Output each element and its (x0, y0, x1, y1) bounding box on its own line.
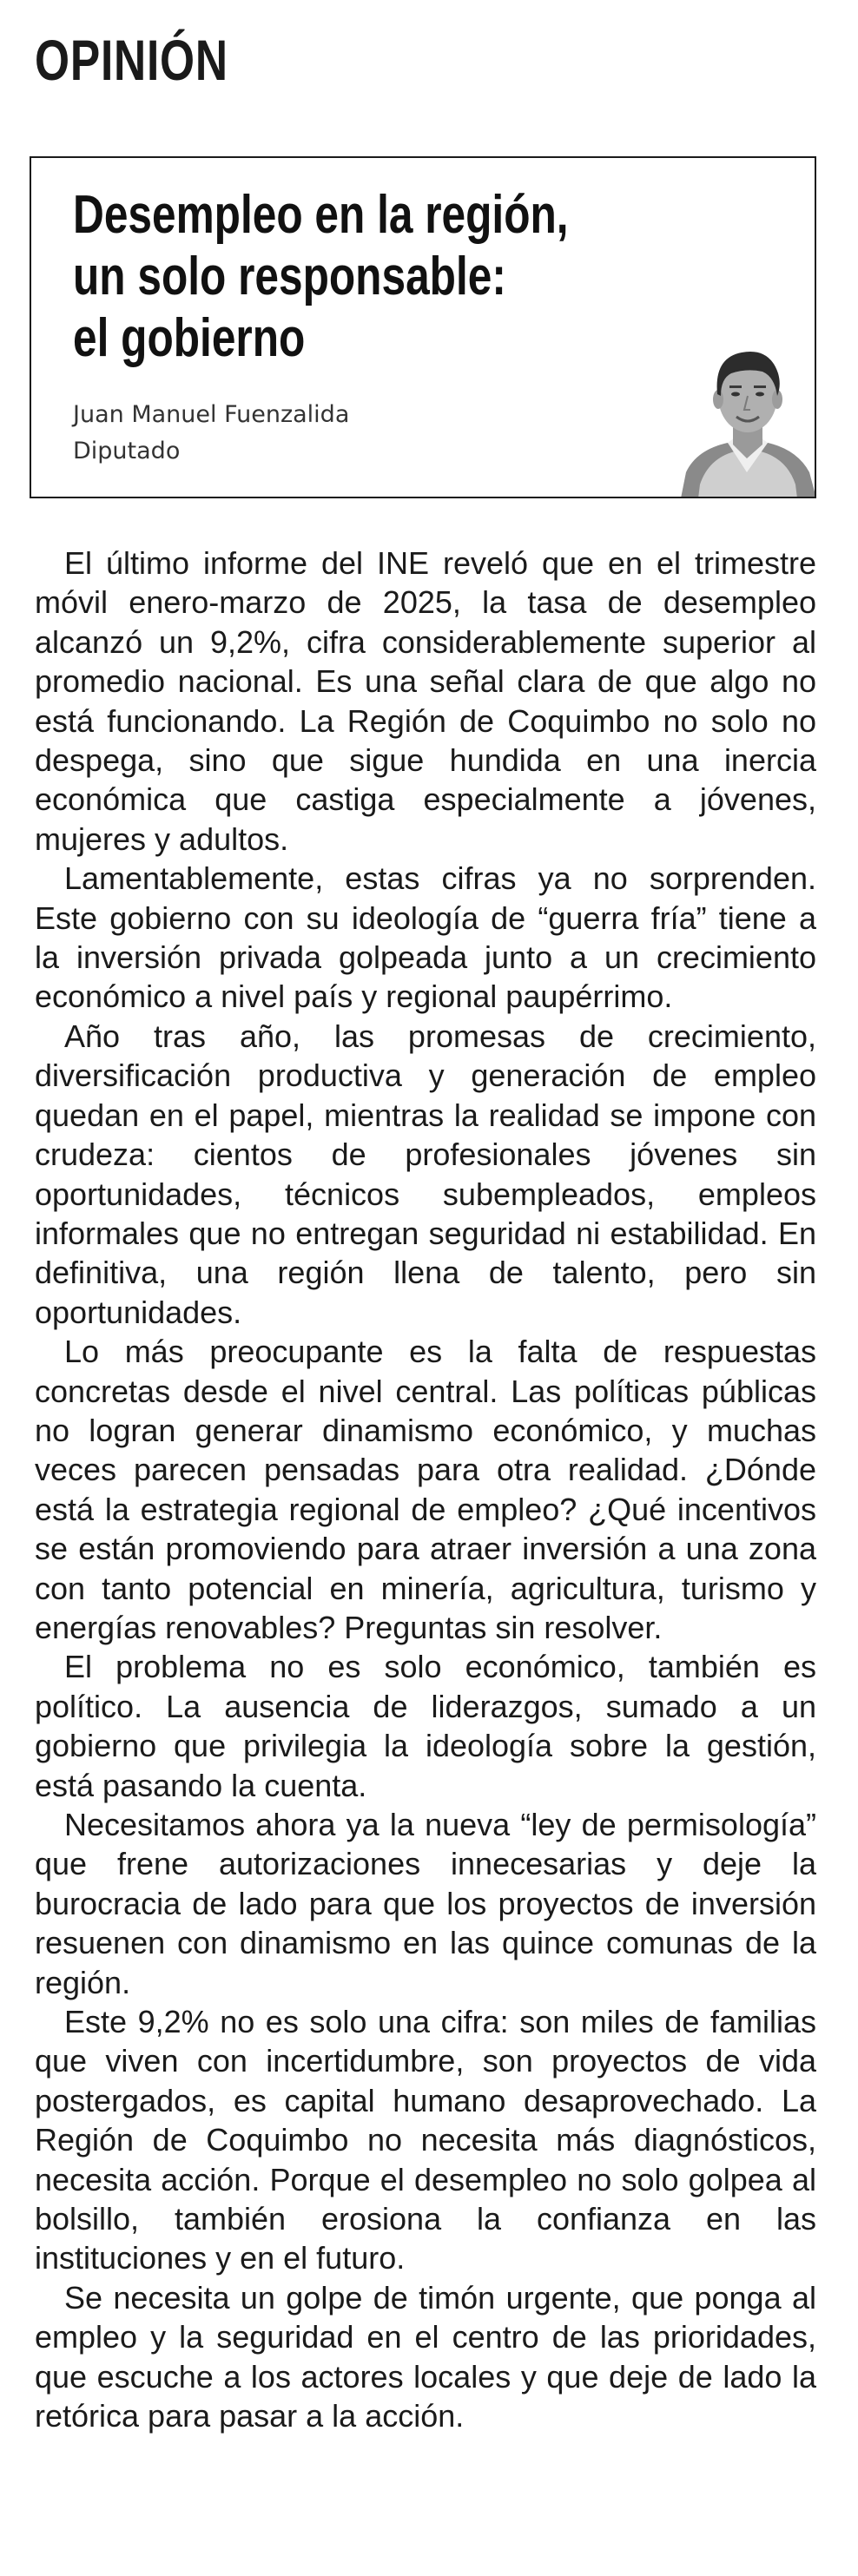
article-body (35, 544, 816, 2436)
headline-line-1: Desempleo en la región, (73, 185, 569, 245)
article-header (30, 156, 816, 498)
paragraph: El último informe del INE reveló que en el trimestre móvil enero-marzo de 2025, la tasa de desempleo alcanzó un 9,2%, cifra considerablemente superior al promedio nacional. Es una señal clara de que algo no está funcionando. La Región de Coquimbo no solo no despega, sino que sigue hundida en una inercia económica que castiga especialmente a jóvenes, mujeres y adultos. (35, 545, 816, 857)
paragraph: Año tras año, las promesas de crecimiento, diversificación productiva y generación de empleo quedan en el papel, mientras la realidad se impone con crudeza: cientos de profesionales jóvenes sin oportunidades, técnicos subempleados, empleos informales que no entregan seguridad ni estabilidad. En definitiva, una región llena de talento, pero sin oportunidades. (35, 1018, 816, 1330)
paragraph: Necesitamos ahora ya la nueva “ley de permisología” que frene autorizaciones innecesarias y deje la burocracia de lado para que los proyectos de inversión resuenen con dinamismo en las quince comunas de la región. (35, 1807, 816, 2000)
paragraph: Lo más preocupante es la falta de respuestas concretas desde el nivel central. Las políticas públicas no logran generar dinamismo económico, y muchas veces parecen pensadas para otra realidad. ¿Dónde está la estrategia regional de empleo? ¿Qué incentivos se están promoviendo para atraer inversión a una zona con tanto potencial en minería, agricultura, turismo y energías renovables? Preguntas sin resolver. (35, 1334, 816, 1645)
author-role: Diputado (73, 438, 181, 464)
section-label: OPINIÓN (35, 28, 228, 92)
headline-line-3: el gobierno (73, 308, 306, 368)
author-name: Juan Manuel Fuenzalida (73, 401, 350, 428)
author-portrait-icon (674, 320, 816, 498)
headline-line-2: un solo responsable: (73, 247, 506, 306)
headline (73, 184, 569, 369)
paragraph: Lamentablemente, estas cifras ya no sorprenden. Este gobierno con su ideología de “guerra fría” tiene a la inversión privada golpeada junto a un crecimiento económico a nivel país y regional paupérrimo. (35, 860, 816, 1015)
paragraph: El problema no es solo económico, también es político. La ausencia de liderazgos, sumado a un gobierno que privilegia la ideología sobre la gestión, está pasando la cuenta. (35, 1649, 816, 1803)
paragraph: Este 9,2% no es solo una cifra: son miles de familias que viven con incertidumbre, son proyectos de vida postergados, es capital humano desaprovechado. La Región de Coquimbo no necesita más diagnósticos, necesita acción. Porque el desempleo no solo golpea al bolsillo, también erosiona la confianza en las instituciones y en el futuro. (35, 2004, 816, 2276)
paragraph: Se necesita un golpe de timón urgente, que ponga al empleo y la seguridad en el centro de las prioridades, que escuche a los actores locales y que deje de lado la retórica para pasar a la acción. (35, 2279, 816, 2434)
